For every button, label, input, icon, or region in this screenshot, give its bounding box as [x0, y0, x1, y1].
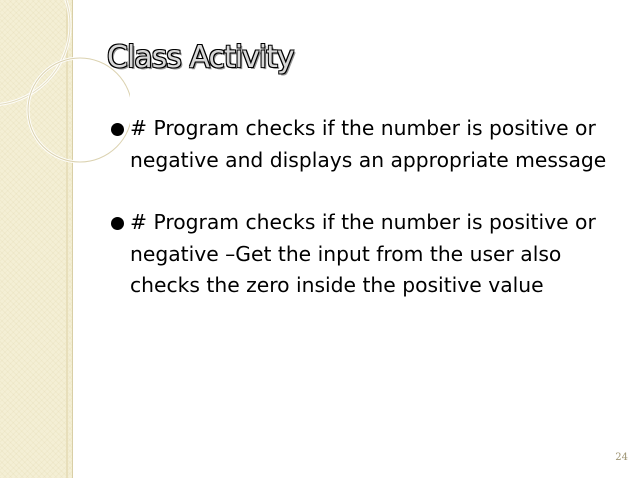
page-number: 24 [615, 452, 628, 463]
bullet-text-2: # Program checks if the number is positive or negative –Get the input from the user also checks the zero inside the positive value [130, 210, 596, 297]
bullet-dot-icon [111, 217, 124, 230]
slide-title: Class Activity [107, 40, 294, 75]
bullet-list [111, 113, 616, 333]
bullet-dot-icon [111, 123, 124, 136]
bullet-item-1 [111, 113, 616, 176]
bullet-text-1: # Program checks if the number is positive or negative and displays an appropriate message [130, 116, 607, 172]
bullet-item-2 [111, 207, 616, 302]
